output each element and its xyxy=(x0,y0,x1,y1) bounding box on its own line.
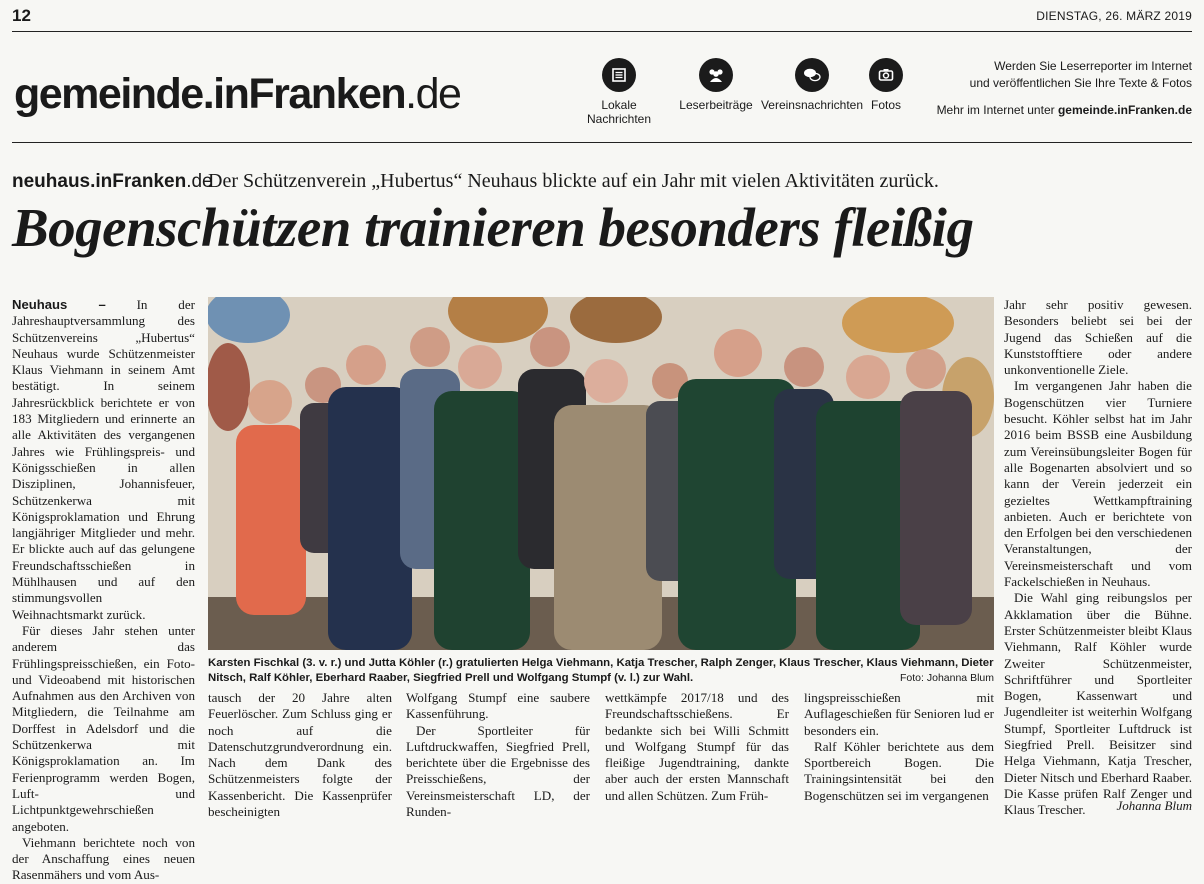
masthead-rule xyxy=(12,142,1192,143)
paragraph: lingspreisschießen mit Auflageschießen für Senioren lud er besonders ein. xyxy=(804,690,994,738)
promo-line2: und veröffentlichen Sie Ihre Texte & Fotos xyxy=(969,76,1192,90)
paragraph: tausch der 20 Jahre alten Feuerlöscher. Zum Schluss ging er noch auf die Datenschutzgrundverordnung ein. Nach dem Dank des Schützenmeisters folgte der Kassenbericht. Die Kassenprüfer bescheinigten xyxy=(208,690,392,820)
masthead-logo xyxy=(14,70,460,119)
article-column-1 xyxy=(12,297,195,884)
nav-leserbeitraege xyxy=(676,58,756,112)
nav-label: Vereinsnachrichten xyxy=(760,98,864,112)
article-kicker: Der Schützenverein „Hubertus“ Neuhaus blickte auf ein Jahr mit vielen Aktivitäten zurück. xyxy=(208,170,939,192)
article-column-5 xyxy=(804,690,994,804)
leserreporter-promo xyxy=(892,58,1192,119)
nav-vereinsnachrichten xyxy=(760,58,864,112)
logo-tld: .de xyxy=(405,70,461,118)
paragraph: wettkämpfe 2017/18 und des Freundschaftsschießens. Er bedankte sich bei Willi Schmitt und Wolfgang Stumpf für das fleißige Jugendtraining, dankte aber auch der ersten Mannschaft und allen Schützen. Zum Früh- xyxy=(605,690,789,803)
paragraph: Die Wahl ging reibungslos per Akklamation über die Bühne. Erster Schützenmeister bleibt Klaus Viehmann, Ralf Köhler wurde Zweiter Schützenmeister, Schriftführer und Sportleiter Bogen, Kassenwart und Jugendleiter ist weiterhin Wolfgang Stumpf, Sportleiter Luftdruck ist Siegfried Prell. Beisitzer sind Helga Viehmann, Katja Trescher, Dieter Nitsch und Eberhard Raaber. Die Kasse prüfen Ralf Zenger und Klaus Trescher. xyxy=(1004,590,1192,818)
promo-line1: Werden Sie Leserreporter im Internet xyxy=(994,59,1192,73)
article-column-2 xyxy=(208,690,392,820)
top-rule xyxy=(12,31,1192,32)
newspaper-icon xyxy=(602,58,636,92)
paragraph: Ralf Köhler berichtete aus dem Sportbereich Bogen. Die Trainingsintensität bei den Bogenschützen sei im vergangenen xyxy=(804,738,994,803)
people-icon xyxy=(699,58,733,92)
promo-link: gemeinde.inFranken.de xyxy=(1057,103,1192,117)
local-site-label xyxy=(12,171,213,193)
logo-main: gemeinde.inFranken xyxy=(14,70,406,118)
page-number: 12 xyxy=(12,6,31,25)
article-headline: Bogenschützen trainieren besonders fleißig xyxy=(12,197,974,258)
nav-label: Fotos xyxy=(870,98,901,112)
author-signature: Johanna Blum xyxy=(1116,798,1192,813)
article-photo xyxy=(208,297,994,650)
promo-line3-prefix: Mehr im Internet unter xyxy=(936,103,1058,117)
article-column-4 xyxy=(605,690,789,804)
speech-bubbles-icon xyxy=(795,58,829,92)
paragraph xyxy=(12,297,195,623)
nav-label: Leserbeiträge xyxy=(679,98,753,112)
site-tld: .de xyxy=(186,171,213,192)
site-bold: neuhaus.inFranken xyxy=(12,171,187,192)
paragraph: Jahr sehr positiv gewesen. Besonders beliebt sei bei der Jugend das Schießen auf die Kunststofftiere oder andere unkonventionelle Ziele. xyxy=(1004,297,1192,378)
article-column-6 xyxy=(1004,297,1192,819)
paragraph-text: In der Jahreshauptversammlung des Schützenvereins „Hubertus“ Neuhaus wurde Schützenmeister Klaus Viehmann in seinem Amt bestätigt. In seinem Jahresrückblick berichtete er von 183 Mitgliedern und erinnerte an alle Aktivitäten des vergangenen Jahres wie Frühlingspreis- und Königsschießen in allen Disziplinen, Johannisfeuer, Schützenkerwa mit Königsproklamation und Ehrung langjähriger Mitglieder und mehr. Er blickte auch auf das gelungene Freundschaftsschießen in Mühlhausen und auf den stimmungsvollen Weihnachtsmarkt zurück. xyxy=(12,297,195,622)
paragraph: Viehmann berichtete noch von der Anschaffung eines neuen Rasenmähers und vom Aus- xyxy=(12,834,195,883)
promo-line3 xyxy=(892,102,1192,119)
nav-lokale-nachrichten xyxy=(568,58,670,126)
photo-credit: Foto: Johanna Blum xyxy=(900,671,994,684)
nav-label: Lokale Nachrichten xyxy=(586,98,652,126)
issue-date: DIENSTAG, 26. MÄRZ 2019 xyxy=(1036,9,1192,23)
article-column-3 xyxy=(406,690,590,820)
paragraph: Der Sportleiter für Luftdruckwaffen, Siegfried Prell, berichtete über die Ergebnisse des Preisschießens, der Vereinsmeisterschaft LD, der Runden- xyxy=(406,722,590,820)
paragraph: Wolfgang Stumpf eine saubere Kassenführung. xyxy=(406,690,590,722)
paragraph: Im vergangenen Jahr haben die Bogenschützen vier Turniere besucht. Köhler selbst hat im Jahr 2016 beim BSSB eine Ausbildung zum Vereinsübungsleiter Bogen für alle Bogenarten absolviert und so kann der Verein jederzeit ein gezieltes Wettkampftraining anbieten. Auch er berichtete von den Erfolgen bei den verschiedenen Veranstaltungen, der Vereinsmeisterschaft und vom Fackelschießen in Neuhaus. xyxy=(1004,378,1192,590)
caption-text: Karsten Fischkal (3. v. r.) und Jutta Köhler (r.) gratulierten Helga Viehmann, Katja Trescher, Ralph Zenger, Klaus Trescher, Klaus Viehmann, Dieter Nitsch, Ralf Köhler, Eberhard Raaber, Siegfried Prell und Wolfgang Stumpf (v. l.) zur Wahl. xyxy=(208,657,994,684)
photo-caption xyxy=(208,656,994,685)
dateline: Neuhaus – xyxy=(12,297,106,312)
paragraph: Für dieses Jahr stehen unter anderem das Frühlingspreisschießen, ein Foto- und Videoabend mit historischen Aufnahmen aus den Archiven von Mitgliedern, die Teilnahme am Dorffest in Adelsdorf und die Schützenkerwa mit Königsproklamation an. Im Ferienprogramm werden Bogen, Luft- und Lichtpunktgewehrschießen angeboten. xyxy=(12,622,195,834)
